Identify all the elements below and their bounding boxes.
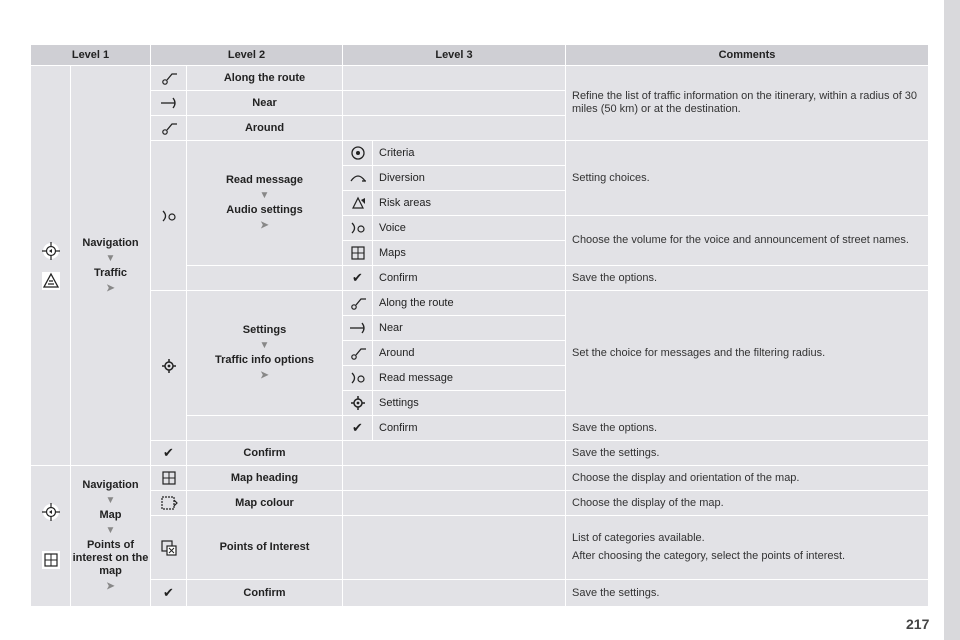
- traffic-level1-icons: [31, 66, 71, 466]
- header-level1: Level 1: [31, 45, 151, 66]
- level3-read-message[interactable]: Read message: [373, 366, 566, 391]
- settings-icon: [349, 394, 367, 412]
- level2-map-confirm[interactable]: Confirm: [187, 580, 343, 607]
- level2-along-route[interactable]: Along the route: [187, 66, 343, 91]
- comment-map-save-settings: Save the settings.: [566, 580, 929, 607]
- comment-poi-line2: After choosing the category, select the points of interest.: [572, 550, 846, 562]
- voice-icon: [349, 219, 367, 237]
- level1-traffic-label: Traffic: [93, 266, 127, 279]
- criteria-icon: [349, 144, 367, 162]
- traffic-warning-icon: [42, 272, 60, 290]
- voice-icon: [160, 207, 178, 225]
- comment-save-options: Save the options.: [566, 266, 929, 291]
- check-icon: ✔: [352, 270, 363, 285]
- comment-poi: [566, 516, 929, 580]
- check-icon: ✔: [352, 420, 363, 435]
- arrow-down-icon: ▼: [105, 525, 116, 536]
- arrow-down-icon: ▼: [259, 340, 270, 351]
- page-edge-bar: [944, 0, 960, 640]
- level1-navigation-label: Navigation: [82, 479, 139, 491]
- maps-icon: [349, 244, 367, 262]
- route-icon: [160, 69, 178, 87]
- arrow-down-icon: ▼: [105, 252, 116, 264]
- risk-areas-icon: [349, 194, 367, 212]
- level3-criteria[interactable]: Criteria: [373, 141, 566, 166]
- route-icon: [349, 294, 367, 312]
- comment-save-options-2: Save the options.: [566, 416, 929, 441]
- near-icon: [349, 319, 367, 337]
- comment-map-colour: Choose the display of the map.: [566, 491, 929, 516]
- level2-points-of-interest[interactable]: Points of Interest: [187, 516, 343, 580]
- comment-setting-choices: Setting choices.: [566, 141, 929, 216]
- header-level2: Level 2: [151, 45, 343, 66]
- arrow-down-icon: ▼: [259, 190, 270, 201]
- around-icon: [160, 119, 178, 137]
- map-heading-icon: [160, 469, 178, 487]
- level3-near[interactable]: Near: [373, 316, 566, 341]
- level3-confirm-2[interactable]: Confirm: [373, 416, 566, 441]
- settings-icon: [160, 357, 178, 375]
- level2-near[interactable]: Near: [187, 91, 343, 116]
- comment-filter: Set the choice for messages and the filtering radius.: [566, 291, 929, 416]
- level3-diversion[interactable]: Diversion: [373, 166, 566, 191]
- arrow-right-icon: ➤: [260, 370, 269, 381]
- level3-risk-areas[interactable]: Risk areas: [373, 191, 566, 216]
- check-icon: ✔: [163, 585, 174, 600]
- comment-map-heading: Choose the display and orientation of the map.: [566, 466, 929, 491]
- map-grid-icon: [42, 551, 60, 569]
- header-level3: Level 3: [343, 45, 566, 66]
- arrow-right-icon: ➤: [106, 282, 115, 294]
- level3-voice[interactable]: Voice: [373, 216, 566, 241]
- diversion-icon: [349, 169, 367, 187]
- comment-refine-traffic: Refine the list of traffic information on the itinerary, within a radius of 30 miles (50 km) or at the destination.: [566, 66, 929, 141]
- navigation-crosshair-icon: [42, 242, 60, 260]
- comment-save-settings: Save the settings.: [566, 441, 929, 466]
- arrow-right-icon: ➤: [260, 220, 269, 231]
- level2-around[interactable]: Around: [187, 116, 343, 141]
- level3-confirm[interactable]: Confirm: [373, 266, 566, 291]
- level1-navigation-label: Navigation: [82, 236, 139, 249]
- around-icon: [349, 344, 367, 362]
- arrow-right-icon: ➤: [106, 581, 115, 592]
- near-icon: [160, 94, 178, 112]
- level2-audio-settings-label[interactable]: Audio settings: [226, 204, 303, 216]
- check-icon: ✔: [163, 445, 174, 460]
- navigation-crosshair-icon: [42, 503, 60, 521]
- map-level1-icons: [31, 466, 71, 607]
- voice-icon: [349, 369, 367, 387]
- level2-traffic-info-options-label[interactable]: Traffic info options: [215, 354, 314, 366]
- level3-settings[interactable]: Settings: [373, 391, 566, 416]
- level1-map-label: Map: [99, 509, 122, 521]
- map-colour-icon: [160, 494, 178, 512]
- level2-map-colour[interactable]: Map colour: [187, 491, 343, 516]
- level2-confirm[interactable]: Confirm: [187, 441, 343, 466]
- points-of-interest-icon: [160, 539, 178, 557]
- level3-along-route[interactable]: Along the route: [373, 291, 566, 316]
- comment-voice-volume: Choose the volume for the voice and announcement of street names.: [566, 216, 929, 266]
- level3-maps[interactable]: Maps: [373, 241, 566, 266]
- level2-read-message-path: [187, 141, 343, 266]
- menu-table: [30, 44, 929, 607]
- level2-read-message-label[interactable]: Read message: [225, 174, 304, 186]
- map-level1-path: [71, 466, 151, 607]
- traffic-level1-path: [71, 66, 151, 466]
- level3-around[interactable]: Around: [373, 341, 566, 366]
- level2-settings-path: [187, 291, 343, 416]
- level2-settings-label[interactable]: Settings: [242, 324, 287, 336]
- arrow-down-icon: ▼: [105, 495, 116, 506]
- level2-map-heading[interactable]: Map heading: [187, 466, 343, 491]
- level1-poi-map-label: Points of interest on the map: [72, 539, 149, 577]
- header-comments: Comments: [566, 45, 929, 66]
- page-number: 217: [906, 616, 930, 632]
- comment-poi-line1: List of categories available.: [572, 532, 705, 544]
